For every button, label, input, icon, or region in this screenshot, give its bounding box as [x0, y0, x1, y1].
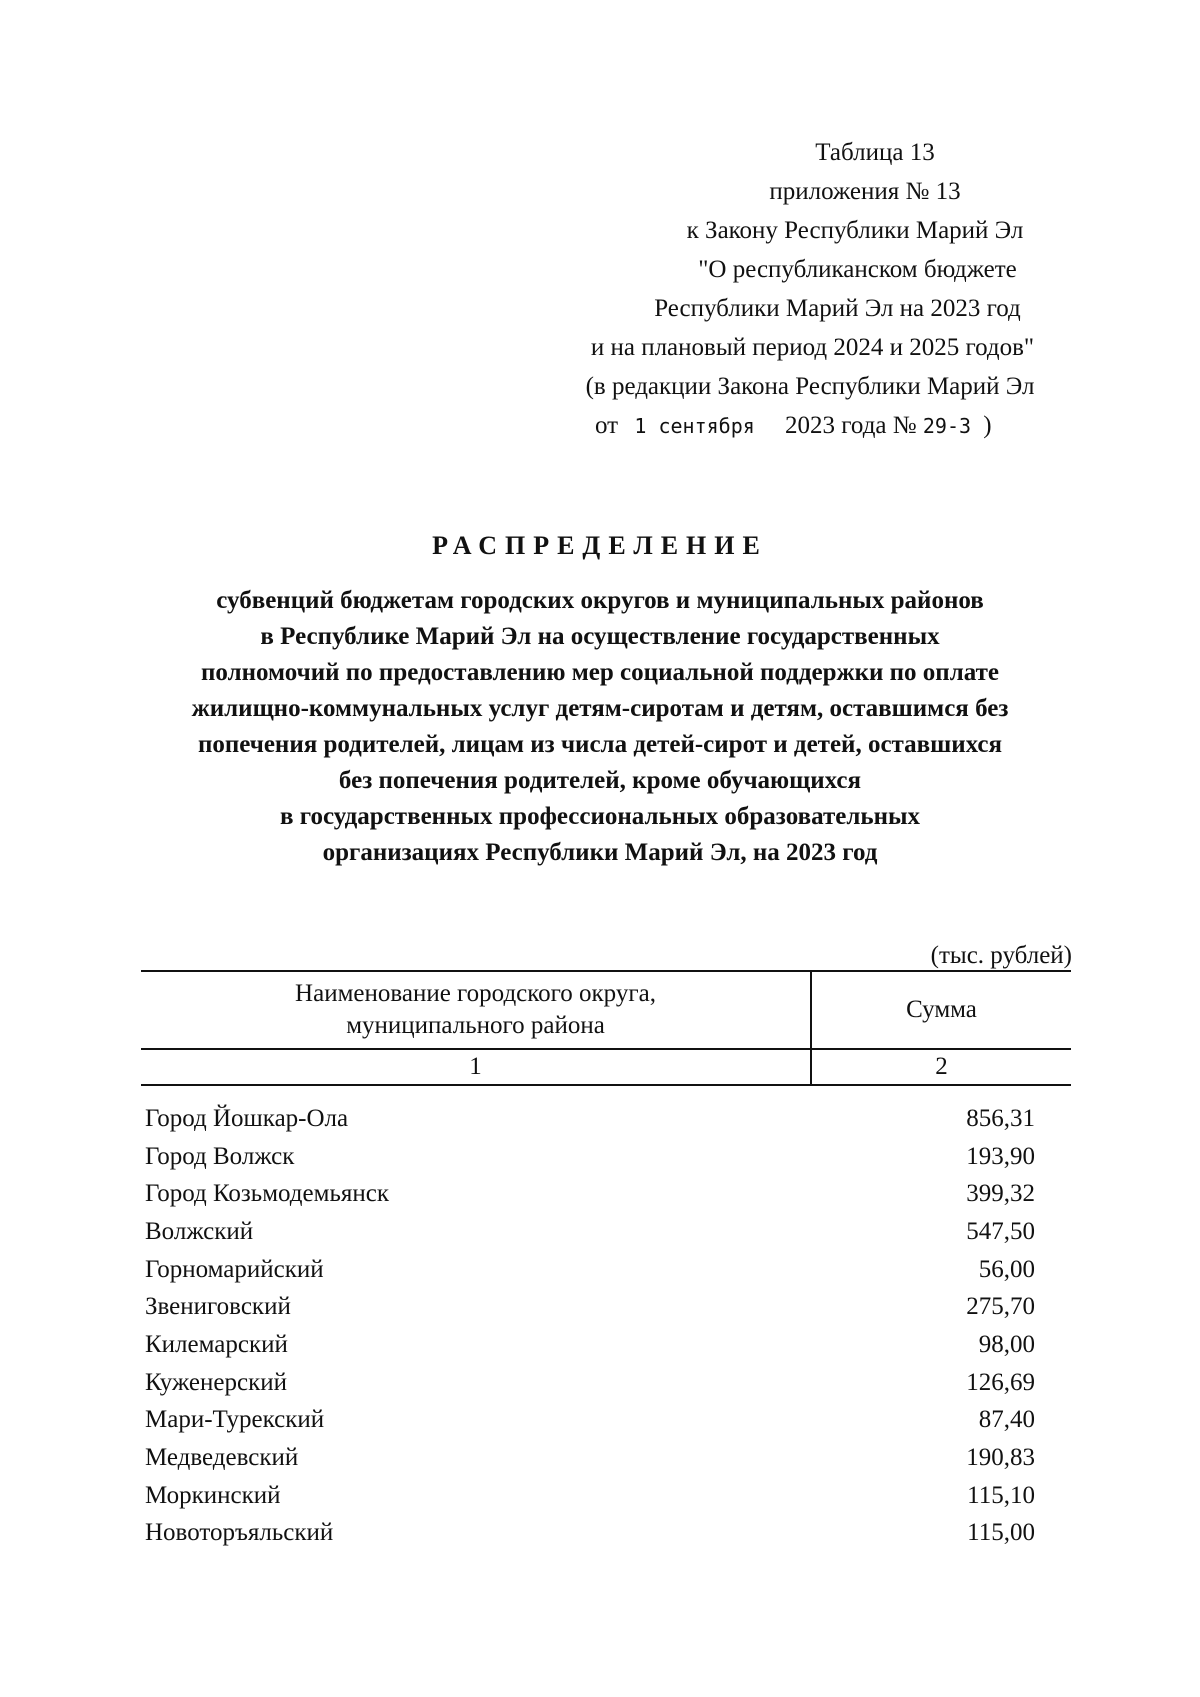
column-number-2: 2 — [935, 1053, 948, 1080]
row-name: Мари-Турекский — [145, 1406, 325, 1434]
header-appendix: приложения № 13 — [769, 178, 961, 205]
header-close-paren: ) — [983, 412, 992, 439]
table-column-numbers-row — [141, 1048, 1071, 1086]
column-header-sum: Сумма — [906, 996, 977, 1023]
header-law-number: 29-З — [922, 414, 972, 438]
header-block — [540, 133, 1080, 446]
table-header — [141, 970, 1071, 1086]
table-body — [145, 1100, 1035, 1552]
table-row — [145, 1515, 1035, 1553]
header-law-title-1: "О республиканском бюджете — [698, 256, 1017, 283]
row-value: 126,69 — [966, 1368, 1035, 1396]
subtitle-line: жилищно-коммунальных услуг детям-сиротам и детям, оставшимся без — [191, 695, 1009, 722]
row-value: 98,00 — [978, 1330, 1035, 1358]
row-value: 856,31 — [966, 1104, 1035, 1132]
row-name: Город Волжск — [145, 1142, 295, 1170]
row-name: Звениговский — [145, 1293, 291, 1321]
header-edition-date — [540, 406, 1080, 446]
table-row — [145, 1402, 1035, 1440]
header-law-title-3: и на плановый период 2024 и 2025 годов" — [590, 334, 1035, 361]
subtitle-line: полномочий по предоставлению мер социальной поддержки по оплате — [201, 659, 999, 686]
row-name: Волжский — [145, 1217, 254, 1245]
row-value: 547,50 — [966, 1217, 1035, 1245]
header-law-ref: к Закону Республики Марий Эл — [686, 217, 1024, 244]
row-value: 87,40 — [978, 1406, 1035, 1434]
table-row — [145, 1326, 1035, 1364]
table-row — [145, 1364, 1035, 1402]
column-header-name — [141, 972, 812, 1048]
row-value: 115,00 — [967, 1519, 1035, 1547]
row-value: 56,00 — [978, 1255, 1035, 1283]
column-header-name-line2: муниципального района — [346, 1012, 605, 1039]
table-row — [145, 1288, 1035, 1326]
table-header-row — [141, 970, 1071, 1048]
subtitle-line: в Республике Марий Эл на осуществление государственных — [260, 623, 940, 650]
document-title: РАСПРЕДЕЛЕНИЕ — [432, 531, 768, 560]
row-name: Куженерский — [145, 1368, 287, 1396]
column-number-1: 1 — [141, 1050, 812, 1084]
row-name: Моркинский — [145, 1481, 281, 1509]
row-value: 399,32 — [966, 1180, 1035, 1208]
subtitle-line: в государственных профессиональных образовательных — [279, 803, 920, 830]
table-row — [145, 1213, 1035, 1251]
row-value: 190,83 — [966, 1444, 1035, 1472]
row-name: Новоторъяльский — [145, 1519, 334, 1547]
row-name: Город Козьмодемьянск — [145, 1180, 389, 1208]
header-edition: (в редакции Закона Республики Марий Эл — [585, 373, 1035, 400]
row-name: Город Йошкар-Ола — [145, 1104, 349, 1132]
header-date-year: 2023 года № — [785, 412, 917, 439]
document-subtitle — [100, 583, 1100, 871]
subtitle-line: без попечения родителей, кроме обучающихся — [338, 767, 862, 794]
units-label: (тыс. рублей) — [930, 942, 1072, 969]
header-date-stamp: 1 сентября — [634, 414, 755, 438]
row-value: 275,70 — [966, 1293, 1035, 1321]
table-row — [145, 1477, 1035, 1515]
table-row — [145, 1100, 1035, 1138]
row-value: 115,10 — [967, 1481, 1035, 1509]
row-name: Медведевский — [145, 1444, 299, 1472]
header-table-number: Таблица 13 — [815, 139, 935, 166]
subtitle-line: организациях Республики Марий Эл, на 2023 год — [322, 839, 878, 866]
table-row — [145, 1439, 1035, 1477]
header-date-prefix: от — [595, 412, 619, 439]
table-row — [145, 1251, 1035, 1289]
row-name: Горномарийский — [145, 1255, 324, 1283]
table-row — [145, 1175, 1035, 1213]
row-name: Килемарский — [145, 1330, 288, 1358]
subtitle-line: попечения родителей, лицам из числа детей-сирот и детей, оставшихся — [197, 731, 1003, 758]
table-row — [145, 1138, 1035, 1176]
row-value: 193,90 — [966, 1142, 1035, 1170]
subtitle-line: субвенций бюджетам городских округов и муниципальных районов — [216, 587, 984, 614]
column-header-name-line1: Наименование городского округа, — [295, 980, 656, 1007]
header-law-title-2: Республики Марий Эл на 2023 год — [654, 295, 1021, 322]
